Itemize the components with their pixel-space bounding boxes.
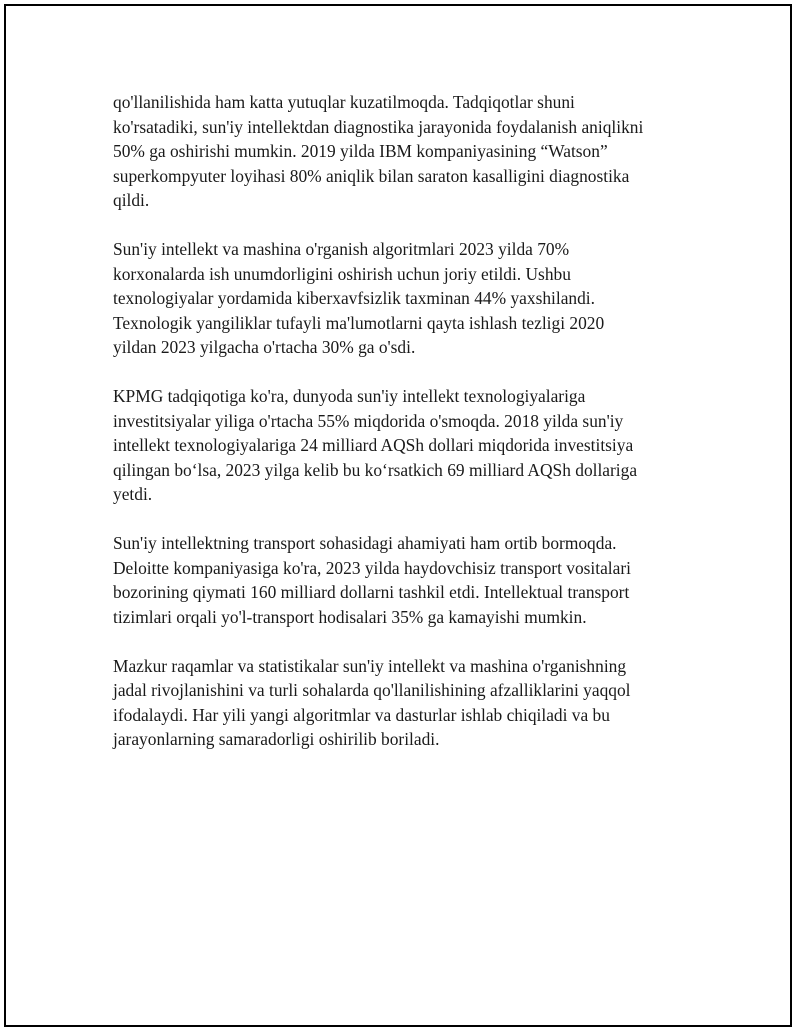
text-line: texnologiyalar yordamida kiberxavfsizlik taxminan 44% yaxshilandi. [113, 288, 595, 308]
text-line: jarayonlarning samaradorligi oshirilib boriladi. [113, 729, 440, 749]
text-line: ifodalaydi. Har yili yangi algoritmlar va dasturlar ishlab chiqiladi va bu [113, 704, 610, 725]
text-line: superkompyuter loyihasi 80% aniqlik bilan saraton kasalligini diagnostika [113, 165, 630, 186]
text-line: KPMG tadqiqotiga ko'ra, dunyoda sun'iy intellekt texnologiyalariga [113, 386, 586, 406]
text-line: Deloitte kompaniyasiga ko'ra, 2023 yilda haydovchisiz transport vositalari [113, 557, 631, 578]
text-line: korxonalarda ish unumdorligini oshirish uchun joriy etildi. Ushbu [113, 263, 571, 284]
text-line: qildi. [113, 190, 150, 210]
text-line: jadal rivojlanishini va turli sohalarda qo'llanilishining afzalliklarini yaqqol [113, 680, 631, 700]
text-line: yetdi. [113, 484, 153, 504]
text-line: Texnologik yangiliklar tufayli ma'lumotlarni qayta ishlash tezligi 2020 [113, 312, 605, 333]
text-line: yildan 2023 yilgacha o'rtacha 30% ga o'sdi. [113, 337, 416, 357]
document-body [113, 90, 703, 776]
text-line: qo'llanilishida ham katta yutuqlar kuzatilmoqda. Tadqiqotlar shuni [113, 92, 575, 112]
text-line: qilingan bo‘lsa, 2023 yilga kelib bu ko‘rsatkich 69 milliard AQSh dollariga [113, 459, 638, 480]
text-line: ko'rsatadiki, sun'iy intellektdan diagnostika jarayonida foydalanish aniqlikni [113, 116, 644, 137]
text-line: bozorining qiymati 160 milliard dollarni tashkil etdi. Intellektual transport [113, 582, 630, 602]
text-line: Sun'iy intellekt va mashina o'rganish algoritmlari 2023 yilda 70% [113, 239, 570, 259]
text-line: intellekt texnologiyalariga 24 milliard AQSh dollari miqdorida investitsiya [113, 435, 634, 455]
text-line: tizimlari orqali yo'l-transport hodisalari 35% ga kamayishi mumkin. [113, 606, 587, 627]
text-line: Mazkur raqamlar va statistikalar sun'iy intellekt va mashina o'rganishning [113, 655, 627, 676]
paragraph-conclusion [113, 654, 703, 752]
text-line: 50% ga oshirishi mumkin. 2019 yilda IBM kompaniyasining “Watson” [113, 141, 608, 161]
paragraph-ai-transport [113, 531, 703, 629]
paragraph-ai-investment [113, 384, 703, 507]
text-line: Sun'iy intellektning transport sohasidagi ahamiyati ham ortib bormoqda. [113, 533, 617, 553]
paragraph-ai-productivity [113, 237, 703, 360]
paragraph-ai-diagnostics [113, 90, 703, 213]
text-line: investitsiyalar yiliga o'rtacha 55% miqdorida o'smoqda. 2018 yilda sun'iy [113, 410, 624, 431]
